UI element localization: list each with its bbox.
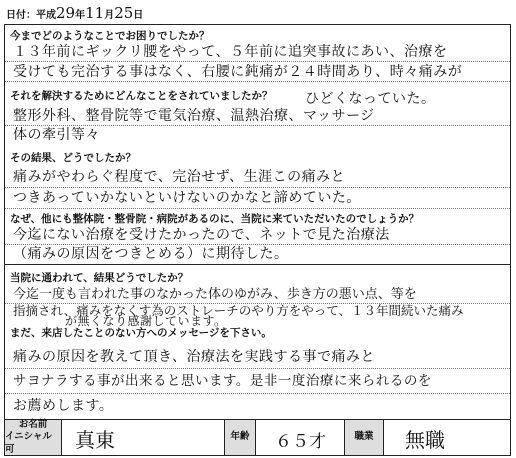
answer-2-line-1: 整形外科、整骨院等で電気治療、温熱治療、マッサージ (13, 108, 375, 124)
date-label: 日付：平成 (6, 10, 56, 21)
job-value: 無職 (405, 428, 445, 452)
answer-1-line-1: １３年前にギックリ腰をやって、５年前に追突事故にあい、治療を (13, 44, 448, 60)
date-line (6, 4, 143, 22)
date-month-suffix: 月 (104, 10, 115, 21)
answer-6-line-2: サヨナラする事が出来ると思います。是非一度治療に来られるのを (13, 373, 432, 389)
date-day: 25 (114, 4, 134, 22)
date-day-suffix: 日 (133, 10, 144, 21)
answer-4-line-2: （痛みの原因をつきとめる）に期待した。 (13, 246, 289, 262)
answer-2-line-2: 体の牽引等々 (13, 127, 100, 143)
name-label: お名前 (18, 418, 48, 430)
answer-1-line-2: 受けても完治する事はなく、右腰に鈍痛が２４時間あり、時々痛みが (13, 64, 463, 80)
answer-3-line-2: つきあっていかないといけないのかなと諦めていた。 (13, 190, 361, 206)
date-month: 11 (85, 4, 105, 22)
date-year-suffix: 年 (75, 10, 86, 21)
answer-6-line-3: お薦めします。 (13, 398, 114, 414)
answer-5-line-2: 指摘され、痛みをなくす為のストレーチのやり方をやって、１３年間続いた痛み (13, 303, 464, 318)
answer-5-line-3: が無くなり感謝しています。 (65, 314, 227, 328)
question-4: なぜ、他にも整体院・整骨院・病院があるのに、当院に来ていただいたのでしょうか？ (10, 213, 420, 225)
date-year: 29 (56, 4, 76, 22)
footer-table (4, 420, 511, 456)
name-label-sub: イニシャル可 (5, 431, 52, 455)
answer-6-line-1: 痛みの原因を教えて頂き、治療法を実践する事で痛みと (13, 349, 375, 365)
job-label-cell (345, 420, 384, 455)
question-5: 当院に通われて、結果どうでしたか？ (10, 272, 189, 284)
answer-1-line-3: ひどくなっていた。 (305, 91, 436, 107)
job-label: 職業 (354, 431, 374, 443)
question-2: それを解決するためにどんなことをされていましたか？ (10, 90, 273, 102)
answer-3-line-1: 痛みがやわらぐ程度で、完治せず、生涯この痛みと (13, 169, 346, 185)
answer-4-line-1: 今迄にない治療を受けたかったので、ネットで見た治療法 (13, 227, 390, 243)
age-value: ６５才 (275, 432, 326, 452)
question-1: 今までどのようなことでお困りでしたか？ (10, 30, 210, 42)
name-value: 真東 (75, 428, 115, 452)
question-3: その結果、どうでしたか？ (10, 152, 136, 164)
age-label: 年齢 (230, 431, 250, 443)
answer-5-line-1: 今迄一度も言われた事のなかった体のゆがみ、歩き方の悪い点、等を (13, 287, 417, 302)
question-6: まだ、来店したことのない方へのメッセージを下さい。 (10, 327, 272, 339)
questionnaire-sheet (4, 24, 511, 420)
